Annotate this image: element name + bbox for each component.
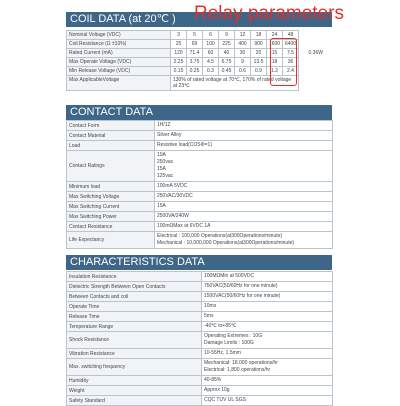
characteristics-value-line: Approx 10g (204, 387, 230, 393)
characteristics-data-title: CHARACTERISTICS DATA (70, 256, 205, 268)
characteristics-row-value (202, 376, 333, 386)
coil-row-label: Nominal Voltage (VDC) (67, 31, 171, 40)
characteristics-value-line: 1500VAC(50/60Hz for one minute) (204, 293, 281, 299)
coil-value-cell: 0.15 (171, 67, 187, 76)
characteristics-row (67, 292, 333, 302)
characteristics-row-label: Dielectric Strength Between Open Contacts (67, 282, 202, 292)
coil-row-label: Min Release Voltage (VDC) (67, 67, 171, 76)
characteristics-row-label: Safety Standard (67, 396, 202, 406)
contact-value-line: 125vac (157, 173, 174, 179)
characteristics-row (67, 376, 333, 386)
coil-value-cell: 3 (171, 31, 187, 40)
contact-row-value (155, 131, 333, 141)
coil-value-cell: 9 (235, 58, 251, 67)
contact-row-label: Load (67, 141, 155, 151)
coil-empty-cell (299, 76, 333, 91)
characteristics-row (67, 396, 333, 406)
coil-value-cell: 15 (267, 49, 283, 58)
characteristics-row-value (202, 322, 333, 332)
coil-max-applicable-label: Max ApplicableVoltage (67, 76, 171, 91)
characteristics-row-label: Between Contacts and coil (67, 292, 202, 302)
characteristics-row (67, 272, 333, 282)
coil-value-cell: 9 (219, 31, 235, 40)
contact-row-label: Contact Ratings (67, 151, 155, 182)
contact-data-table (66, 120, 333, 249)
characteristics-row-label: Max. switching frequency (67, 359, 202, 376)
characteristics-value-line: 100MΩMin at 500VDC (204, 273, 255, 279)
contact-row (67, 121, 333, 131)
coil-power-cell: 0.36W (308, 50, 323, 56)
contact-row-value (155, 182, 333, 192)
contact-row-value (155, 151, 333, 182)
coil-value-cell: 7.5 (283, 49, 299, 58)
contact-row (67, 232, 333, 249)
characteristics-value-line: CQC TUV UL SGS (204, 397, 246, 403)
characteristics-row-label: Shock Resistance (67, 332, 202, 349)
characteristics-row-value (202, 282, 333, 292)
contact-row-label: Contact Form (67, 121, 155, 131)
characteristics-row (67, 349, 333, 359)
coil-value-cell: 12 (235, 31, 251, 40)
characteristics-row-label: Weight (67, 386, 202, 396)
coil-value-cell: 69 (187, 40, 203, 49)
coil-value-cell: 0.3 (203, 67, 219, 76)
characteristics-row-label: Operate Time (67, 302, 202, 312)
characteristics-row-value (202, 386, 333, 396)
characteristics-row-label: Humidity (67, 376, 202, 386)
contact-data-body (67, 121, 333, 249)
characteristics-data-banner (66, 255, 332, 270)
characteristics-value-line: Electrical: 1,800 operations/hr (204, 367, 271, 373)
contact-row-label: Contact Material (67, 131, 155, 141)
coil-value-cell: 18 (267, 58, 283, 67)
characteristics-value-line: 750VAC(50/60Hz for one minute) (204, 283, 278, 289)
coil-value-cell: 120 (171, 49, 187, 58)
coil-value-cell: 1.2 (267, 67, 283, 76)
contact-value-line: Mechanical : 10,000,000 Operations(at300Operations/minute) (157, 240, 295, 246)
characteristics-row-value (202, 272, 333, 282)
coil-value-cell: 400 (235, 40, 251, 49)
coil-value-cell: 2.4 (283, 67, 299, 76)
characteristics-value-line: 10ms (204, 303, 217, 309)
contact-value-line: 100mA 5VDC (157, 183, 188, 189)
coil-value-cell: 3.75 (187, 58, 203, 67)
contact-row (67, 141, 333, 151)
characteristics-data-body (67, 272, 333, 406)
characteristics-value-line: Mechanical: 18,000 operations/hr (204, 360, 278, 366)
contact-value-line: Resistive load(COSΦ=1) (157, 142, 212, 148)
characteristics-value-line: -40℃ to+85℃ (204, 323, 237, 329)
characteristics-value-line: 10-55Hz, 1.5mm (204, 350, 241, 356)
contact-value-line: Silver Alloy (157, 132, 182, 138)
coil-value-cell: 40 (219, 49, 235, 58)
coil-value-cell: 24 (267, 31, 283, 40)
contact-value-line: 250VAC/30VDC (157, 193, 193, 199)
coil-value-cell: 225 (219, 40, 235, 49)
characteristics-row-label: Vibration Resistance (67, 349, 202, 359)
characteristics-row-value (202, 312, 333, 322)
characteristics-row-value (202, 292, 333, 302)
coil-value-cell: 13.5 (251, 58, 267, 67)
characteristics-row-value (202, 396, 333, 406)
contact-row-value (155, 141, 333, 151)
coil-value-cell: 71.4 (187, 49, 203, 58)
characteristics-row (67, 332, 333, 349)
coil-row-label: Rated Current (mA) (67, 49, 171, 58)
contact-row (67, 212, 333, 222)
coil-value-cell: 2.25 (171, 58, 187, 67)
characteristics-row (67, 282, 333, 292)
characteristics-value-line: 5ms (204, 313, 214, 319)
contact-row (67, 151, 333, 182)
contact-row-value (155, 121, 333, 131)
characteristics-row-value (202, 359, 333, 376)
contact-row-label: Max Switching Voltage (67, 192, 155, 202)
contact-row (67, 222, 333, 232)
coil-value-cell: 20 (251, 49, 267, 58)
contact-value-line: 15A (157, 166, 166, 172)
contact-value-line: 250vac (157, 159, 174, 165)
coil-max-applicable-value: 130% of rated voltage at 70℃, 170% of rated voltage at 23℃ (171, 76, 299, 91)
coil-value-cell: 900 (251, 40, 267, 49)
highlight-box-24v (270, 38, 297, 86)
contact-value-line: 1H/1Z (157, 122, 171, 128)
contact-data-title: CONTACT DATA (70, 106, 153, 118)
characteristics-row (67, 322, 333, 332)
coil-value-cell: 1600 (267, 40, 283, 49)
coil-value-cell: 6 (203, 31, 219, 40)
coil-value-cell: 30 (235, 49, 251, 58)
contact-row (67, 131, 333, 141)
coil-value-cell: 18 (251, 31, 267, 40)
coil-value-cell: 25 (171, 40, 187, 49)
characteristics-row-value (202, 302, 333, 312)
contact-data-banner (66, 105, 332, 120)
contact-row (67, 182, 333, 192)
contact-value-line: 2500VA/240W (157, 213, 189, 219)
coil-value-cell: 5 (187, 31, 203, 40)
characteristics-row (67, 359, 333, 376)
contact-row-label: Minimum load (67, 182, 155, 192)
coil-value-cell: 100 (203, 40, 219, 49)
coil-value-cell: 0.9 (251, 67, 267, 76)
coil-value-cell: 6400 (283, 40, 299, 49)
coil-value-cell: 4.5 (203, 58, 219, 67)
characteristics-value-line: Operating Extremes : 10G (204, 333, 263, 339)
contact-row-label: Contact Resistance (67, 222, 155, 232)
contact-row (67, 192, 333, 202)
coil-row-label: Max Operate Voltage (VDC) (67, 58, 171, 67)
characteristics-row-label: Release Time (67, 312, 202, 322)
contact-row-label: Max Switching Current (67, 202, 155, 212)
characteristics-data-table (66, 271, 333, 406)
characteristics-row-label: Insulation Resistance (67, 272, 202, 282)
contact-value-line: Electrical : 100,000 Operations(at300Operations/minute) (157, 233, 283, 239)
contact-row-label: Life Expectancy (67, 232, 155, 249)
coil-value-cell: 36 (283, 58, 299, 67)
contact-value-line: 10A (157, 152, 166, 158)
contact-row-label: Max Switching Power (67, 212, 155, 222)
contact-row-value (155, 202, 333, 212)
coil-value-cell: 0.45 (219, 67, 235, 76)
relay-parameters-title: Relay parameters (194, 3, 344, 24)
characteristics-row (67, 386, 333, 396)
coil-value-cell: 6.75 (219, 58, 235, 67)
contact-row-value (155, 192, 333, 202)
contact-row-value (155, 232, 333, 249)
coil-value-cell: 0.25 (187, 67, 203, 76)
coil-value-cell: 48 (283, 31, 299, 40)
contact-value-line: 15A (157, 203, 166, 209)
characteristics-row (67, 312, 333, 322)
contact-value-line: 100mΩMax at 6VDC 1A (157, 223, 211, 229)
characteristics-value-line: 40-85% (204, 377, 222, 383)
contact-row-value (155, 222, 333, 232)
contact-row (67, 202, 333, 212)
coil-data-title: COIL DATA (at 20℃ ) (70, 13, 176, 25)
characteristics-value-line: Damage Limits : 100G (204, 340, 254, 346)
contact-row-value (155, 212, 333, 222)
characteristics-row (67, 302, 333, 312)
characteristics-row-label: Temperature Range (67, 322, 202, 332)
coil-value-cell: 0.6 (235, 67, 251, 76)
characteristics-row-value (202, 332, 333, 349)
coil-row-label: Coil Resistance (Ω ±10%) (67, 40, 171, 49)
characteristics-row-value (202, 349, 333, 359)
coil-value-cell: 60 (203, 49, 219, 58)
